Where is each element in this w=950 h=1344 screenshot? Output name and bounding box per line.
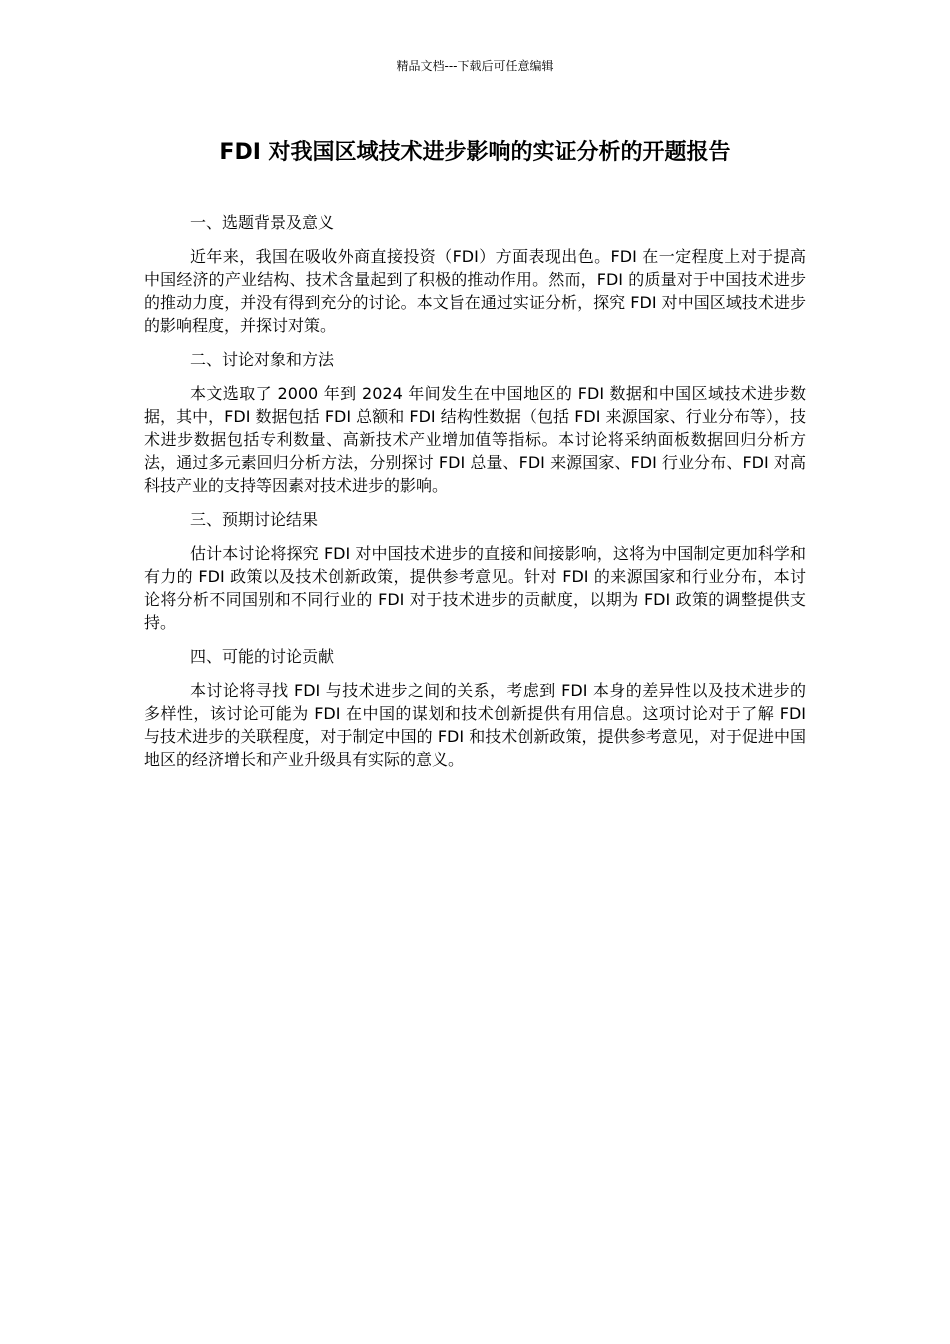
section-paragraph: 近年来，我国在吸收外商直接投资（FDI）方面表现出色。FDI 在一定程度上对于提高中国经济的产业结构、技术含量起到了积极的推动作用。然而，FDI 的质量对于中国技术进步的推动力度，并没有得到充分的讨论。本文旨在通过实证分析，探究 FDI 对中国区域技术进步的影响程度，并探讨对策。 xyxy=(144,247,806,335)
header-note: 精品文档---下载后可任意编辑 xyxy=(396,59,554,73)
section-heading: 一、选题背景及意义 xyxy=(190,213,335,232)
section-paragraph: 本讨论将寻找 FDI 与技术进步之间的关系，考虑到 FDI 本身的差异性以及技术进步的多样性，该讨论可能为 FDI 在中国的谋划和技术创新提供有用信息。这项讨论对于了解 FDI 与技术进步的关联程度，对于制定中国的 FDI 和技术创新政策，提供参考意见，对于促进中国地区的经济增长和产业升级具有实际的意义。 xyxy=(144,681,806,769)
section-contributions xyxy=(144,645,806,771)
section-methods xyxy=(144,348,806,497)
section-expected-results xyxy=(144,508,806,634)
section-heading: 二、讨论对象和方法 xyxy=(190,350,335,369)
section-heading: 三、预期讨论结果 xyxy=(190,510,319,529)
document-title: FDI 对我国区域技术进步影响的实证分析的开题报告 xyxy=(219,140,731,165)
document-body xyxy=(144,211,806,782)
section-heading: 四、可能的讨论贡献 xyxy=(190,647,335,666)
section-background xyxy=(144,211,806,337)
section-paragraph: 估计本讨论将探究 FDI 对中国技术进步的直接和间接影响，这将为中国制定更加科学和有力的 FDI 政策以及技术创新政策，提供参考意见。针对 FDI 的来源国家和行业分布，本讨论将分析不同国别和不同行业的 FDI 对于技术进步的贡献度，以期为 FDI 政策的调整提供支持。 xyxy=(144,544,806,632)
section-paragraph: 本文选取了 2000 年到 2024 年间发生在中国地区的 FDI 数据和中国区域技术进步数据，其中，FDI 数据包括 FDI 总额和 FDI 结构性数据（包括 FDI 来源国家、行业分布等），技术进步数据包括专利数量、高新技术产业增加值等指标。本讨论将采纳面板数据回归分析方法，通过多元素回归分析方法，分别探讨 FDI 总量、FDI 来源国家、FDI 行业分布、FDI 对高科技产业的支持等因素对技术进步的影响。 xyxy=(144,384,806,495)
